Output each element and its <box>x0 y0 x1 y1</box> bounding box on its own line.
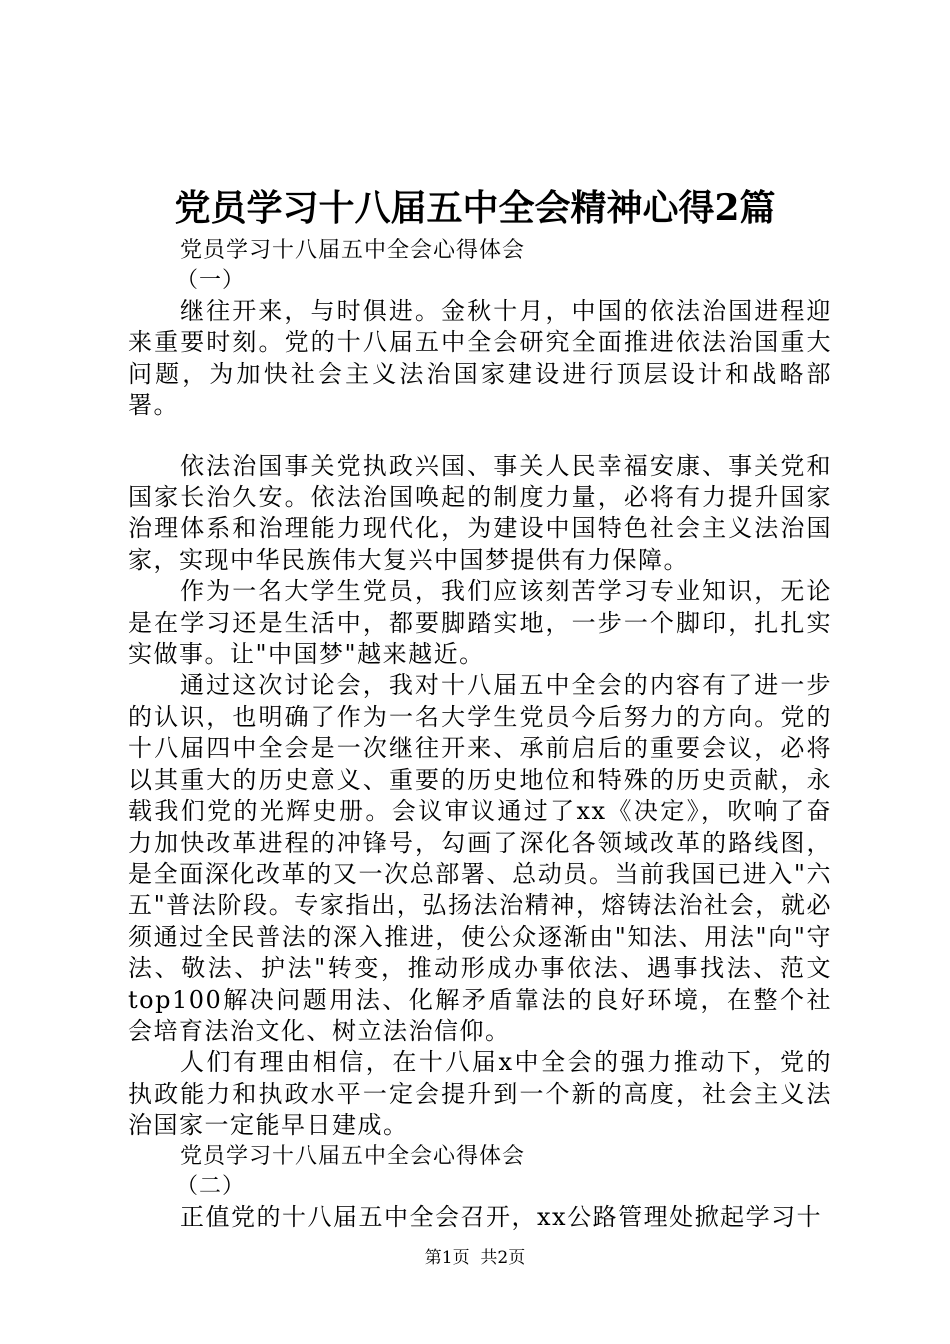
section-1-heading: 党员学习十八届五中全会心得体会 <box>180 238 526 263</box>
page-footer: 第1页 共2页 <box>424 1248 526 1268</box>
section-1-number: （一） <box>176 268 246 293</box>
paragraph: 继往开来，与时俱进。金秋十月，中国的依法治国进程迎来重要时刻。党的十八届五中全会研究全面推进依法治国重大问题，为加快社会主义法治国家建设进行顶层设计和战略部署。 <box>128 297 832 420</box>
paragraph: 通过这次讨论会，我对十八届五中全会的内容有了进一步的认识，也明确了作为一名大学生党员今后努力的方向。党的十八届四中全会是一次继往开来、承前启后的重要会议，必将以其重大的历史意义、重要的历史地位和特殊的历史贡献，永载我们党的光辉史册。会议审议通过了xx《决定》，吹响了奋力加快改革进程的冲锋号，勾画了深化各领域改革的路线图，是全面深化改革的又一次总部署、总动员。当前我国已进入"六五"普法阶段。专家指出，弘扬法治精神，熔铸法治社会，就必须通过全民普法的深入推进，使公众逐渐由"知法、用法"向"守法、敬法、护法"转变，推动形成办事依法、遇事找法、范文top100解决问题用法、化解矛盾靠法的良好环境，在整个社会培育法治文化、树立法治信仰。 <box>128 671 832 1045</box>
paragraph-gap <box>128 422 832 451</box>
section-2-heading: 党员学习十八届五中全会心得体会 <box>180 1143 526 1169</box>
paragraph: 作为一名大学生党员，我们应该刻苦学习专业知识，无论是在学习还是生活中，都要脚踏实地，一步一个脚印，扎扎实实做事。让"中国梦"越来越近。 <box>128 577 832 669</box>
section-2-number: （二） <box>176 1173 246 1199</box>
paragraph: 正值党的十八届五中全会召开，xx公路管理处掀起学习十 <box>180 1202 823 1231</box>
paragraph: 依法治国事关党执政兴国、事关人民幸福安康、事关党和国家长治久安。依法治国唤起的制度力量，必将有力提升国家治理体系和治理能力现代化，为建设中国特色社会主义法治国家，实现中华民族伟大复兴中国梦提供有力保障。 <box>128 451 832 574</box>
document-body <box>128 236 832 1233</box>
paragraph: 人们有理由相信，在十八届x中全会的强力推动下，党的执政能力和执政水平一定会提升到一个新的高度，社会主义法治国家一定能早日建成。 <box>128 1048 832 1140</box>
document-title: 党员学习十八届五中全会精神心得2篇 <box>174 187 776 229</box>
